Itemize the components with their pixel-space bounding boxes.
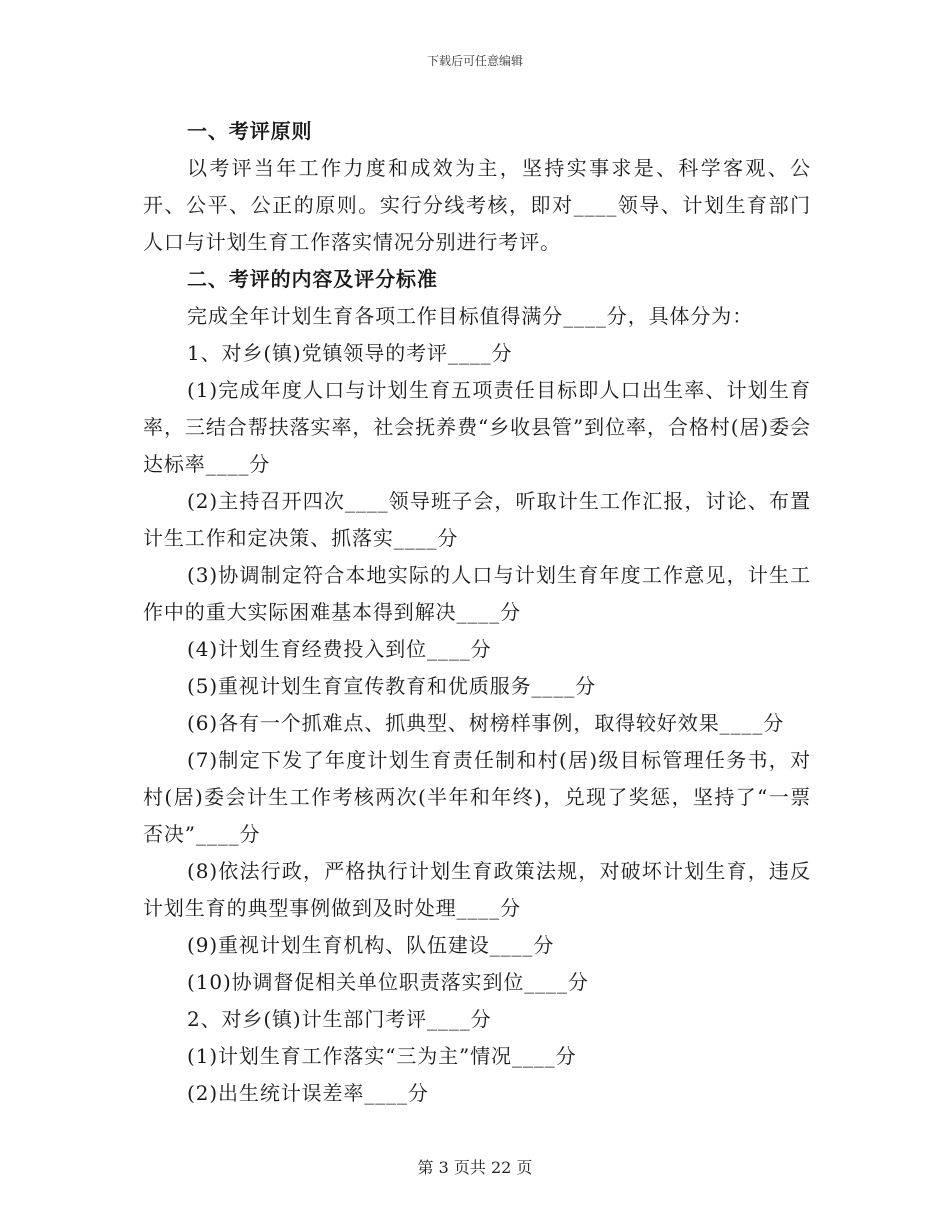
document-body	[143, 113, 811, 1112]
list-item: (8)依法行政，严格执行计划生育政策法规，对破坏计划生育，违反计划生育的典型事例做到及时处理____分	[143, 859, 811, 920]
list-item: (1)完成年度人口与计划生育五项责任目标即人口出生率、计划生育率，三结合帮扶落实率，社会抚养费“乡收县管”到位率，合格村(居)委会达标率____分	[143, 378, 811, 476]
list-item: (9)重视计划生育机构、队伍建设____分	[187, 933, 555, 957]
paragraph: 完成全年计划生育各项工作目标值得满分____分，具体分为：	[187, 304, 754, 328]
list-item: 1、对乡(镇)党镇领导的考评____分	[187, 341, 513, 365]
list-item: (2)主持召开四次____领导班子会，听取计生工作汇报，讨论、布置计生工作和定决策、抓落实____分	[143, 489, 811, 550]
list-item: (6)各有一个抓难点、抓典型、树榜样事例，取得较好效果____分	[187, 711, 785, 735]
list-item: (10)协调督促相关单位职责落实到位____分	[187, 970, 589, 994]
section-heading: 一、考评原则	[187, 119, 313, 143]
list-item: (2)出生统计误差率____分	[187, 1081, 429, 1105]
list-item: (7)制定下发了年度计划生育责任制和村(居)级目标管理任务书，对村(居)委会计生工作考核两次(半年和年终)，兑现了奖惩，坚持了“一票否决”____分	[143, 748, 811, 846]
list-item: (4)计划生育经费投入到位____分	[187, 637, 492, 661]
paragraph: 以考评当年工作力度和成效为主，坚持实事求是、科学客观、公开、公平、公正的原则。实行分线考核，即对____领导、计划生育部门人口与计划生育工作落实情况分别进行考评。	[143, 156, 811, 254]
list-item: (3)协调制定符合本地实际的人口与计划生育年度工作意见，计生工作中的重大实际困难基本得到解决____分	[143, 563, 811, 624]
list-item: (1)计划生育工作落实“三为主”情况____分	[187, 1044, 577, 1068]
list-item: (5)重视计划生育宣传教育和优质服务____分	[187, 674, 597, 698]
list-item: 2、对乡(镇)计生部门考评____分	[187, 1007, 492, 1031]
section-heading: 二、考评的内容及评分标准	[187, 267, 438, 291]
page-footer: 第 3 页共 22 页	[417, 1158, 533, 1177]
page-header: 下载后可任意编辑	[426, 54, 523, 68]
